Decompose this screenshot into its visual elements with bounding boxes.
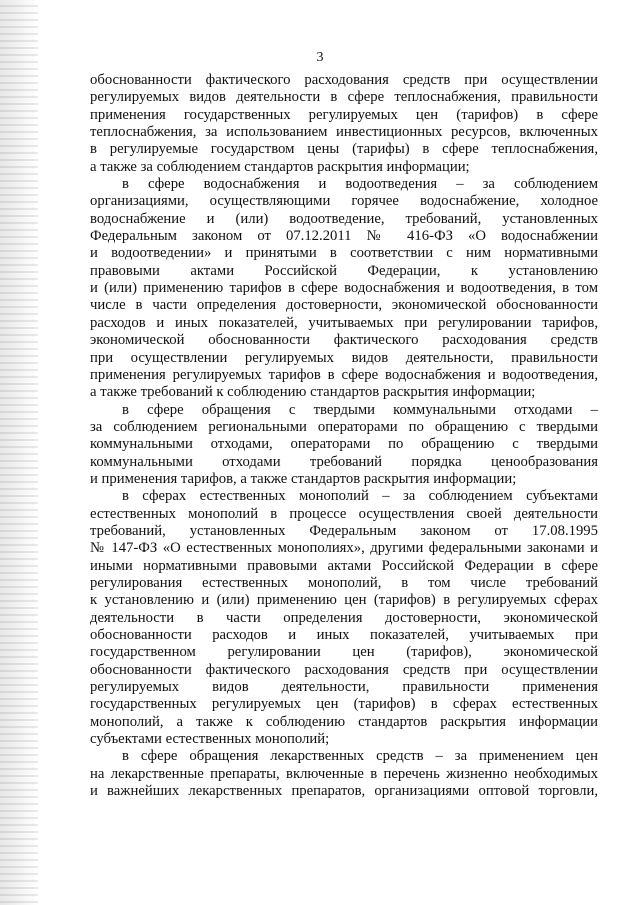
text-line: водоснабжение и (или) водоотведение, требований, установленных bbox=[90, 210, 598, 227]
document-body bbox=[90, 72, 598, 800]
text-line: и водоотведении» и принятыми в соответствии с ним нормативными bbox=[90, 245, 598, 262]
text-line: коммунальными отходами, операторами по обращению с твердыми bbox=[90, 436, 598, 453]
text-line: применения государственных регулируемых цен (тарифов) в сфере bbox=[90, 106, 598, 123]
text-line: монополий, а также к соблюдению стандартов раскрытия информации bbox=[90, 713, 598, 730]
text-line: деятельности в части определения достоверности, экономической bbox=[90, 609, 598, 626]
paragraph-heat-supply bbox=[90, 72, 598, 176]
text-line: расходов и иных показателей, учитываемых при регулировании тарифов, bbox=[90, 314, 598, 331]
text-line: субъектами естественных монополий; bbox=[90, 731, 330, 748]
text-line: а также за соблюдением стандартов раскрытия информации; bbox=[90, 158, 470, 175]
text-line: в сферах естественных монополий – за соблюдением субъектами bbox=[122, 488, 598, 505]
text-line: № 147-ФЗ «О естественных монополиях», другими федеральными законами и bbox=[90, 540, 598, 557]
text-line: правовыми актами Российской Федерации, к установлению bbox=[90, 262, 598, 279]
text-line: требований, установленных Федеральным законом от 17.08.1995 bbox=[90, 522, 598, 539]
text-line: теплоснабжения, за использованием инвестиционных ресурсов, включенных bbox=[90, 124, 598, 141]
text-line: организациями, осуществляющими горячее водоснабжение, холодное bbox=[90, 193, 598, 210]
text-line: числе в части определения достоверности, экономической обоснованности bbox=[90, 297, 598, 314]
text-line: естественных монополий в процессе осуществления своей деятельности bbox=[90, 505, 598, 522]
text-line: применения регулируемых тарифов в сфере водоснабжения и водоотведения, bbox=[90, 366, 598, 383]
text-line: обоснованности фактического расходования средств при осуществлении bbox=[90, 72, 598, 88]
text-line: государственных регулируемых цен (тарифов) в сферах естественных bbox=[90, 696, 598, 713]
text-line: экономической обоснованности фактического расходования средств bbox=[90, 332, 598, 349]
scan-edge bbox=[0, 0, 38, 905]
text-line: и (или) применению тарифов в сфере водоснабжения и водоотведения, в том bbox=[90, 280, 598, 297]
text-line: в сфере обращения лекарственных средств – за применением цен bbox=[122, 748, 598, 765]
page-number: 3 bbox=[316, 50, 324, 65]
text-line: за соблюдением региональными операторами по обращению с твердыми bbox=[90, 418, 598, 435]
text-line: государственном регулировании цен (тарифов), экономической bbox=[90, 644, 598, 661]
text-line: к установлению и (или) применению цен (тарифов) в регулируемых сферах bbox=[90, 592, 598, 609]
text-line: иными нормативными правовыми актами Российской Федерации в сфере bbox=[90, 557, 598, 574]
text-line: в сфере водоснабжения и водоотведения – за соблюдением bbox=[122, 176, 598, 193]
text-line: в регулируемые государством цены (тарифы) в сфере теплоснабжения, bbox=[90, 141, 598, 158]
text-line: на лекарственные препараты, включенные в перечень жизненно необходимых bbox=[90, 765, 598, 782]
text-line: обоснованности расходов и иных показателей, учитываемых при bbox=[90, 627, 598, 643]
text-line: регулируемых видов деятельности, правильности применения bbox=[90, 679, 598, 696]
text-line: коммунальными отходами требований порядка ценообразования bbox=[90, 453, 598, 470]
text-line: в сфере обращения с твердыми коммунальными отходами – bbox=[122, 401, 598, 418]
text-line: и важнейших лекарственных препаратов, организациями оптовой торговли, bbox=[90, 783, 598, 800]
paragraph-natural-monopolies bbox=[90, 488, 598, 748]
paragraph-water-supply bbox=[90, 176, 598, 401]
paragraph-solid-waste bbox=[90, 402, 598, 489]
text-line: при осуществлении регулируемых видов деятельности, правильности bbox=[90, 349, 598, 366]
text-line: а также требований к соблюдению стандартов раскрытия информации; bbox=[90, 384, 536, 401]
paragraph-medicines bbox=[90, 748, 598, 800]
text-line: обоснованности фактического расходования средств при осуществлении bbox=[90, 661, 598, 678]
text-line: регулирования естественных монополий, в том числе требований bbox=[90, 574, 598, 591]
text-line: регулируемых видов деятельности в сфере теплоснабжения, правильности bbox=[90, 89, 598, 106]
text-line: Федеральным законом от 07.12.2011 № 416-ФЗ «О водоснабжении bbox=[90, 228, 598, 245]
text-line: и применения тарифов, а также стандартов раскрытия информации; bbox=[90, 470, 517, 487]
